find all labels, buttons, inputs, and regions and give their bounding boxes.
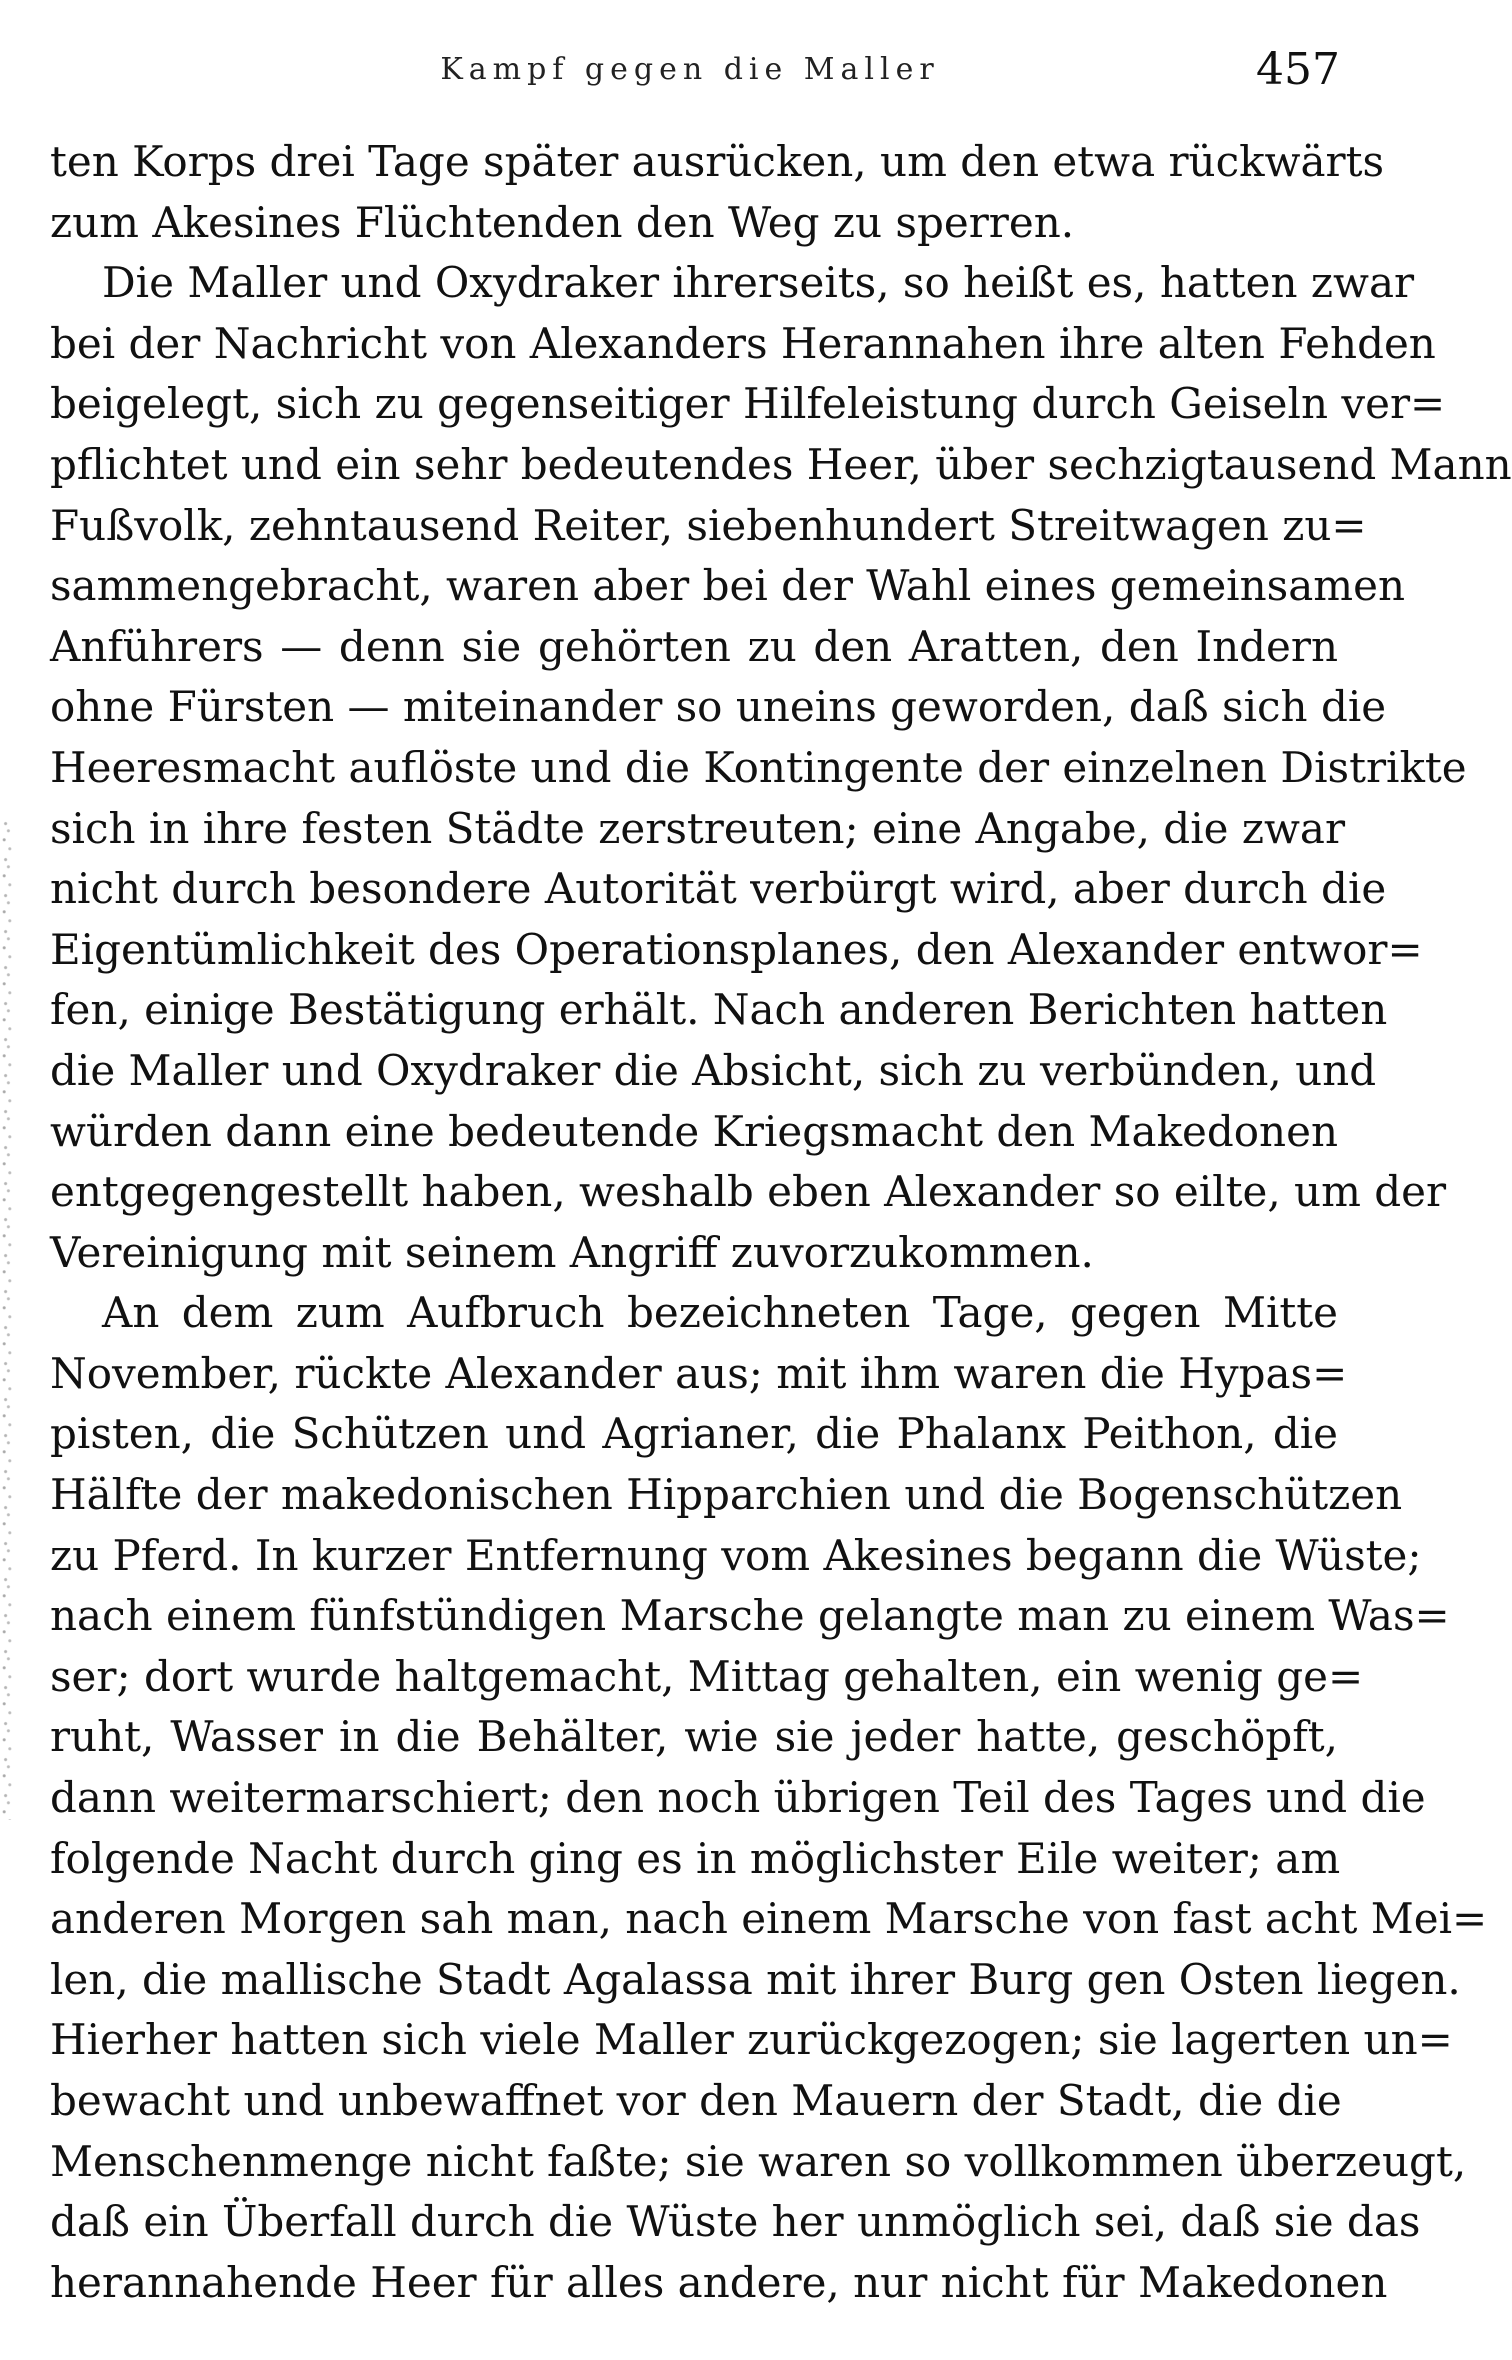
text-line: len, die mallische Stadt Agalassa mit ihrer Burg gen Osten liegen.: [50, 1954, 1461, 2004]
text-line: fen, einige Bestätigung erhält. Nach anderen Berichten hatten: [50, 985, 1388, 1035]
text-line: Heeresmacht auflöste und die Kontingente der einzelnen Distrikte: [50, 742, 1467, 792]
text-line: Hälfte der makedonischen Hipparchien und die Bogenschützen: [50, 1470, 1403, 1520]
scan-margin-specks: [0, 820, 14, 1820]
text-line: bewacht und unbewaffnet vor den Mauern der Stadt, die die: [50, 2076, 1342, 2125]
body-text: [50, 132, 1512, 2313]
text-line: ten Korps drei Tage später ausrücken, um den etwa rückwärts: [50, 137, 1385, 186]
text-line: pflichtet und ein sehr bedeutendes Heer, über sechzigtausend Mann: [50, 439, 1512, 489]
text-line: daß ein Überfall durch die Wüste her unmöglich sei, daß sie das: [50, 2197, 1421, 2247]
text-line: Hierher hatten sich viele Maller zurückgezogen; sie lagerten un=: [50, 2015, 1453, 2065]
text-line: anderen Morgen sah man, nach einem Marsche von fast acht Mei=: [50, 1894, 1488, 1944]
text-line: sammengebracht, waren aber bei der Wahl eines gemeinsamen: [50, 561, 1405, 611]
paragraph-first-line: An dem zum Aufbruch bezeichneten Tage, gegen Mitte: [102, 1288, 1338, 1338]
text-line: ser; dort wurde haltgemacht, Mittag gehalten, ein wenig ge=: [50, 1651, 1364, 1701]
text-line: Fußvolk, zehntausend Reiter, siebenhundert Streitwagen zu=: [50, 500, 1367, 550]
text-line: würden dann eine bedeutende Kriegsmacht den Makedonen: [50, 1106, 1339, 1156]
text-line: sich in ihre festen Städte zerstreuten; eine Angabe, die zwar: [50, 803, 1346, 853]
text-line: zum Akesines Flüchtenden den Weg zu sperren.: [50, 197, 1075, 247]
page-number: 457: [1256, 44, 1340, 95]
text-line: nicht durch besondere Autorität verbürgt wird, aber durch die: [50, 864, 1387, 914]
text-line: zu Pferd. In kurzer Entfernung vom Akesines begann die Wüste;: [50, 1530, 1422, 1580]
text-line: Eigentümlichkeit des Operationsplanes, den Alexander entwor=: [50, 924, 1423, 974]
text-line: pisten, die Schützen und Agrianer, die Phalanx Peithon, die: [50, 1409, 1338, 1459]
text-line: herannahende Heer für alles andere, nur nicht für Makedonen: [50, 2257, 1388, 2307]
text-line: ruht, Wasser in die Behälter, wie sie jeder hatte, geschöpft,: [50, 1712, 1338, 1762]
text-line: Anführers — denn sie gehörten zu den Aratten, den Indern: [50, 621, 1338, 671]
text-line: nach einem fünfstündigen Marsche gelangte man zu einem Was=: [50, 1591, 1450, 1641]
text-line: Vereinigung mit seinem Angriff zuvorzukommen.: [50, 1227, 1094, 1277]
text-line: die Maller und Oxydraker die Absicht, sich zu verbünden, und: [50, 1045, 1377, 1095]
text-line: ohne Fürsten — miteinander so uneins geworden, daß sich die: [50, 682, 1387, 732]
text-line: folgende Nacht durch ging es in möglichster Eile weiter; am: [50, 1833, 1341, 1883]
text-line: entgegengestellt haben, weshalb eben Alexander so eilte, um der: [50, 1167, 1447, 1217]
paragraph-first-line: Die Maller und Oxydraker ihrerseits, so heißt es, hatten zwar: [102, 258, 1415, 308]
text-line: beigelegt, sich zu gegenseitiger Hilfeleistung durch Geiseln ver=: [50, 379, 1446, 429]
text-line: dann weitermarschiert; den noch übrigen Teil des Tages und die: [50, 1773, 1426, 1823]
text-line: Menschenmenge nicht faßte; sie waren so vollkommen überzeugt,: [50, 2136, 1467, 2186]
text-line: bei der Nachricht von Alexanders Herannahen ihre alten Fehden: [50, 318, 1436, 368]
running-title: Kampf gegen die Maller: [440, 52, 940, 87]
text-line: November, rückte Alexander aus; mit ihm waren die Hypas=: [50, 1348, 1348, 1398]
running-head: [40, 42, 1340, 98]
